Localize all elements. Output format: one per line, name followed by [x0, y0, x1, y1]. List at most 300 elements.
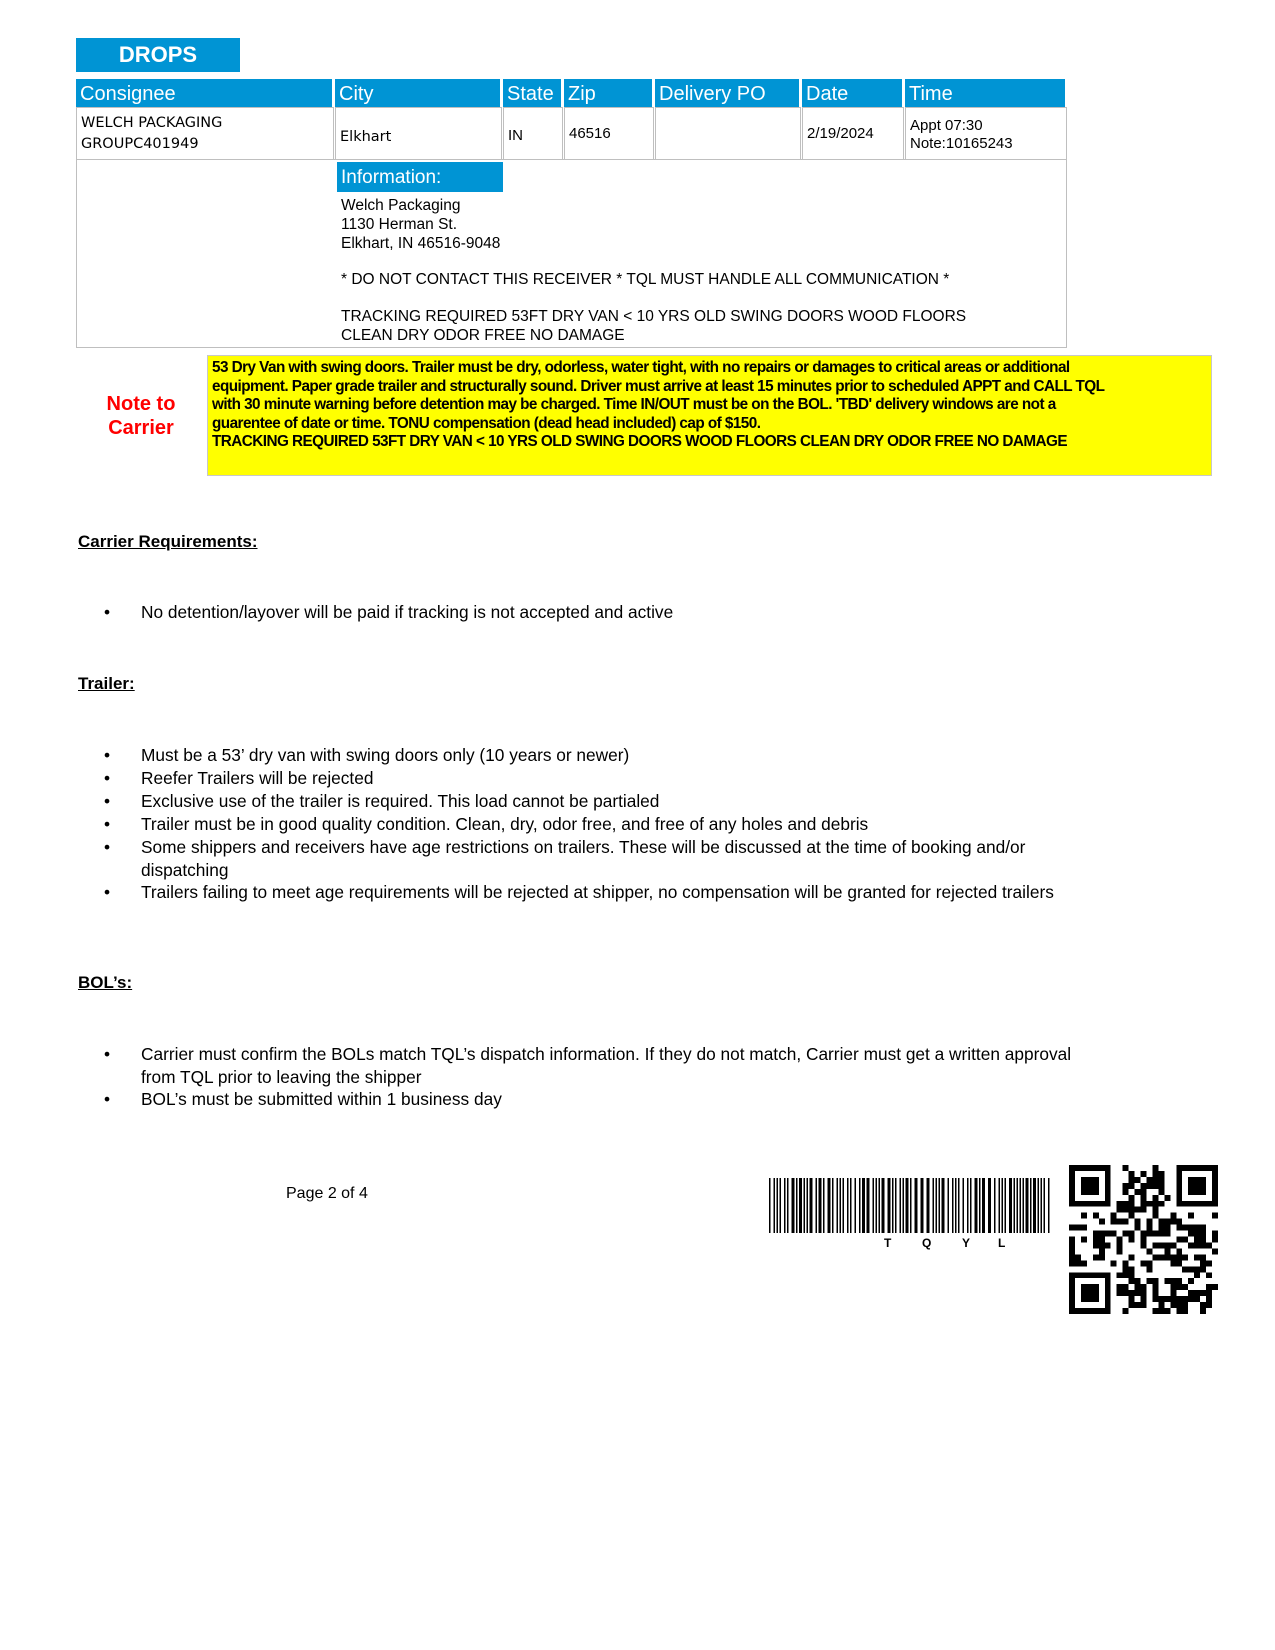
qr-module [1081, 1213, 1087, 1219]
qr-module [1188, 1225, 1194, 1231]
barcode-bar [847, 1178, 849, 1233]
qr-module [1141, 1296, 1147, 1302]
qr-module [1164, 1219, 1170, 1225]
cell-zip [564, 107, 654, 160]
qr-module [1164, 1242, 1170, 1248]
header-state: State [503, 79, 561, 108]
qr-module [1081, 1260, 1087, 1266]
qr-module [1141, 1290, 1147, 1296]
barcode-bar [955, 1178, 957, 1233]
drops-title: DROPS [76, 38, 240, 72]
barcode-bar [816, 1178, 818, 1233]
barcode-bar [1041, 1178, 1043, 1233]
qr-module [1206, 1272, 1212, 1278]
qr-module [1123, 1189, 1129, 1195]
note-line: TRACKING REQUIRED 53FT DRY VAN < 10 YRS OLD SWING DOORS WOOD FLOORS CLEAN DRY ODOR FREE NO DAMAGE [212, 433, 1068, 450]
qr-module [1099, 1219, 1105, 1225]
barcode-bar [942, 1178, 945, 1233]
qr-module [1158, 1189, 1164, 1195]
qr-module [1111, 1231, 1117, 1237]
note-line: 53 Dry Van with swing doors. Trailer must be dry, odorless, water tight, with no repairs or damages to critical areas or additional [212, 359, 1070, 376]
qr-module [1176, 1237, 1182, 1243]
qr-module [1141, 1284, 1147, 1290]
barcode-bar [1005, 1178, 1007, 1233]
qr-module [1176, 1260, 1182, 1266]
qr-module [1158, 1242, 1164, 1248]
barcode-bar [1009, 1178, 1012, 1233]
qr-module [1135, 1177, 1141, 1183]
qr-module [1212, 1237, 1218, 1243]
barcode-bar [832, 1178, 834, 1233]
qr-module [1212, 1231, 1218, 1237]
qr-module [1135, 1302, 1141, 1308]
cell-city [335, 107, 502, 160]
qr-module [1135, 1284, 1141, 1290]
qr-module [1176, 1248, 1182, 1254]
cell-date [802, 107, 904, 160]
qr-module [1135, 1189, 1141, 1195]
carrier-requirement-item: No detention/layover will be paid if tracking is not accepted and active [141, 602, 674, 622]
qr-module [1188, 1266, 1194, 1272]
qr-module [1141, 1207, 1147, 1213]
qr-module [1158, 1254, 1164, 1260]
qr-module [1176, 1219, 1182, 1225]
qr-module [1117, 1272, 1123, 1278]
qr-module [1164, 1296, 1170, 1302]
qr-module [1093, 1242, 1099, 1248]
qr-module [1176, 1302, 1182, 1308]
qr-module [1075, 1225, 1081, 1231]
qr-module [1146, 1231, 1152, 1237]
qr-module [1093, 1231, 1099, 1237]
qr-module [1200, 1242, 1206, 1248]
barcode-bar [780, 1178, 782, 1233]
barcode [769, 1178, 1053, 1233]
barcode-bar [900, 1178, 902, 1233]
qr-module [1129, 1237, 1135, 1243]
barcode-bar [867, 1178, 870, 1233]
qr-finder-pattern [1081, 1177, 1099, 1195]
info-street: 1130 Herman St. [341, 216, 458, 233]
qr-module [1170, 1260, 1176, 1266]
qr-module [1188, 1213, 1194, 1219]
barcode-bar [1038, 1178, 1040, 1233]
qr-module [1170, 1278, 1176, 1284]
barcode-bar [882, 1178, 885, 1233]
qr-module [1075, 1254, 1081, 1260]
qr-module [1117, 1242, 1123, 1248]
qr-module [1176, 1296, 1182, 1302]
info-tracking-line2: CLEAN DRY ODOR FREE NO DAMAGE [341, 327, 625, 344]
qr-module [1170, 1219, 1176, 1225]
qr-module [1146, 1219, 1152, 1225]
barcode-bar [1048, 1178, 1050, 1233]
qr-module [1212, 1248, 1218, 1254]
qr-module [1129, 1272, 1135, 1278]
qr-module [1152, 1231, 1158, 1237]
qr-module [1129, 1296, 1135, 1302]
qr-module [1135, 1278, 1141, 1284]
barcode-bar [810, 1178, 813, 1233]
qr-module [1152, 1207, 1158, 1213]
carrier-requirements-heading: Carrier Requirements: [78, 532, 258, 551]
qr-module [1129, 1195, 1135, 1201]
qr-module [1146, 1248, 1152, 1254]
qr-module [1206, 1260, 1212, 1266]
qr-module [1206, 1242, 1212, 1248]
qr-module [1182, 1284, 1188, 1290]
qr-module [1152, 1308, 1158, 1314]
qr-module [1170, 1296, 1176, 1302]
qr-module [1123, 1290, 1129, 1296]
note-label-line2: Carrier [108, 417, 174, 439]
qr-module [1176, 1278, 1182, 1284]
barcode-bar [1002, 1178, 1004, 1233]
qr-module [1194, 1290, 1200, 1296]
qr-module [1111, 1260, 1117, 1266]
qr-module [1194, 1296, 1200, 1302]
qr-module [1123, 1266, 1129, 1272]
qr-module [1164, 1195, 1170, 1201]
qr-module [1069, 1248, 1075, 1254]
barcode-bar [843, 1178, 845, 1233]
qr-module [1123, 1231, 1129, 1237]
qr-module [1135, 1207, 1141, 1213]
qr-module [1152, 1290, 1158, 1296]
time-note: Note:10165243 [910, 135, 1013, 152]
barcode-bar [1017, 1178, 1019, 1233]
qr-module [1170, 1213, 1176, 1219]
barcode-bar [892, 1178, 894, 1233]
barcode-bar [828, 1178, 831, 1233]
barcode-bar [895, 1178, 897, 1233]
qr-module [1141, 1171, 1147, 1177]
trailer-item: Some shippers and receivers have age restrictions on trailers. These will be discussed at the time of booking and/or dispatching [141, 837, 1026, 880]
city-value: Elkhart [340, 128, 392, 145]
appointment-time: Appt 07:30 [910, 117, 983, 134]
barcode-bar [936, 1178, 938, 1233]
qr-module [1123, 1165, 1129, 1171]
qr-module [1158, 1296, 1164, 1302]
qr-module [1164, 1248, 1170, 1254]
qr-module [1182, 1266, 1188, 1272]
qr-module [1182, 1237, 1188, 1243]
qr-module [1182, 1254, 1188, 1260]
barcode-bar [855, 1178, 857, 1233]
cell-consignee [76, 107, 334, 160]
qr-module [1099, 1231, 1105, 1237]
qr-module [1099, 1242, 1105, 1248]
zip-value: 46516 [569, 125, 611, 142]
qr-module [1146, 1183, 1152, 1189]
qr-module [1182, 1225, 1188, 1231]
barcode-bar [982, 1178, 985, 1233]
qr-module [1194, 1254, 1200, 1260]
qr-module [1105, 1242, 1111, 1248]
qr-module [1123, 1219, 1129, 1225]
qr-module [1123, 1201, 1129, 1207]
header-time: Time [905, 79, 1065, 108]
qr-module [1194, 1231, 1200, 1237]
cell-time [905, 107, 1067, 160]
barcode-bar [963, 1178, 965, 1233]
qr-module [1158, 1225, 1164, 1231]
barcode-bar [939, 1178, 941, 1233]
qr-module [1141, 1237, 1147, 1243]
qr-module [1146, 1225, 1152, 1231]
qr-module [1176, 1225, 1182, 1231]
qr-module [1200, 1225, 1206, 1231]
page-number: Page 2 of 4 [286, 1185, 368, 1202]
note-line: equipment. Paper grade trailer and structurally sound. Driver must arrive at least 15 minutes prior to scheduled APPT and CALL TQL [212, 377, 1105, 395]
qr-module [1099, 1248, 1105, 1254]
barcode-bar [921, 1178, 924, 1233]
barcode-bar [769, 1178, 771, 1233]
qr-module [1164, 1231, 1170, 1237]
bols-heading: BOL’s: [78, 973, 133, 992]
qr-module [1206, 1302, 1212, 1308]
barcode-bar [933, 1178, 935, 1233]
barcode-bar [859, 1178, 861, 1233]
trailer-item: Reefer Trailers will be rejected [141, 768, 374, 788]
qr-module [1176, 1308, 1182, 1314]
barcode-bar [823, 1178, 825, 1233]
qr-module [1194, 1242, 1200, 1248]
qr-module [1123, 1207, 1129, 1213]
qr-module [1200, 1260, 1206, 1266]
bullet: • [104, 602, 111, 622]
qr-module [1182, 1296, 1188, 1302]
qr-module [1158, 1183, 1164, 1189]
qr-module [1152, 1177, 1158, 1183]
trailer-item: Must be a 53’ dry van with swing doors only (10 years or newer) [141, 745, 630, 765]
info-contact-warning: * DO NOT CONTACT THIS RECEIVER * TQL MUST HANDLE ALL COMMUNICATION * [341, 271, 950, 288]
barcode-bar [784, 1178, 786, 1233]
qr-module [1158, 1201, 1164, 1207]
qr-module [1200, 1254, 1206, 1260]
qr-module [1146, 1201, 1152, 1207]
qr-module [1129, 1278, 1135, 1284]
trailer-item: Trailer must be in good quality condition. Clean, dry, odor free, and free of any holes and debris [141, 814, 869, 834]
qr-module [1206, 1284, 1212, 1290]
barcode-char: Y [962, 1236, 971, 1250]
qr-module [1069, 1237, 1075, 1243]
barcode-bar [796, 1178, 798, 1233]
qr-module [1200, 1290, 1206, 1296]
barcode-bar [967, 1178, 969, 1233]
header-consignee: Consignee [76, 79, 332, 108]
barcode-char: T [884, 1236, 892, 1250]
qr-module [1129, 1201, 1135, 1207]
qr-module [1200, 1266, 1206, 1272]
barcode-bar [804, 1178, 806, 1233]
qr-module [1170, 1302, 1176, 1308]
qr-module [1129, 1231, 1135, 1237]
qr-module [1117, 1201, 1123, 1207]
qr-module [1152, 1242, 1158, 1248]
consignee-code: GROUPC401949 [81, 136, 199, 152]
barcode-char: L [998, 1236, 1006, 1250]
qr-module [1099, 1254, 1105, 1260]
info-company: Welch Packaging [341, 197, 461, 214]
barcode-bar [970, 1178, 972, 1233]
cell-state [503, 107, 563, 160]
bullet: • [104, 745, 111, 765]
qr-module [1176, 1284, 1182, 1290]
barcode-bar [1026, 1178, 1029, 1233]
consignee-name: WELCH PACKAGING [81, 115, 223, 131]
qr-module [1069, 1242, 1075, 1248]
header-city: City [335, 79, 500, 108]
trailer-heading: Trailer: [78, 674, 135, 693]
barcode-bar [975, 1178, 978, 1233]
bullet: • [104, 1089, 111, 1109]
note-to-carrier-box [207, 355, 1212, 476]
qr-module [1069, 1225, 1075, 1231]
bol-item: Carrier must confirm the BOLs match TQL’s dispatch information. If they do not match, Carrier must get a written approval from TQL prior to leaving the shipper [141, 1044, 1072, 1087]
qr-module [1135, 1219, 1141, 1225]
qr-module [1141, 1242, 1147, 1248]
note-to-carrier-label [88, 392, 194, 440]
qr-finder-pattern [1188, 1177, 1206, 1195]
qr-module [1194, 1225, 1200, 1231]
bullet: • [104, 882, 111, 902]
qr-module [1099, 1237, 1105, 1243]
qr-module [1152, 1213, 1158, 1219]
trailer-item: Trailers failing to meet age requirements will be rejected at shipper, no compensation will be granted for rejected trailers [141, 882, 1054, 902]
qr-module [1182, 1302, 1188, 1308]
barcode-bar [1020, 1178, 1022, 1233]
qr-module [1152, 1284, 1158, 1290]
qr-module [1170, 1254, 1176, 1260]
qr-module [1129, 1183, 1135, 1189]
barcode-bar [787, 1178, 789, 1233]
info-city-line: Elkhart, IN 46516-9048 [341, 235, 501, 252]
qr-module [1117, 1219, 1123, 1225]
qr-module [1093, 1213, 1099, 1219]
qr-module [1123, 1284, 1129, 1290]
qr-module [1170, 1284, 1176, 1290]
barcode-bar [876, 1178, 878, 1233]
qr-module [1123, 1272, 1129, 1278]
date-value: 2/19/2024 [807, 125, 874, 142]
qr-module [1200, 1308, 1206, 1314]
qr-module [1158, 1171, 1164, 1177]
qr-module [1158, 1308, 1164, 1314]
qr-module [1152, 1195, 1158, 1201]
barcode-bar [999, 1178, 1001, 1233]
header-zip: Zip [564, 79, 652, 108]
qr-module [1200, 1231, 1206, 1237]
qr-module [1093, 1254, 1099, 1260]
qr-module [1146, 1260, 1152, 1266]
barcode-bar [903, 1178, 905, 1233]
barcode-bar [910, 1178, 912, 1233]
qr-module [1152, 1165, 1158, 1171]
qr-module [1158, 1177, 1164, 1183]
barcode-bar [1033, 1178, 1036, 1233]
qr-module [1164, 1278, 1170, 1284]
qr-module [1188, 1231, 1194, 1237]
barcode-bar [1044, 1178, 1046, 1233]
bullet: • [104, 837, 111, 857]
qr-module [1111, 1219, 1117, 1225]
qr-code [1069, 1165, 1218, 1314]
qr-module [1170, 1290, 1176, 1296]
qr-module [1188, 1242, 1194, 1248]
qr-module [1146, 1278, 1152, 1284]
barcode-bar [873, 1178, 875, 1233]
qr-module [1141, 1302, 1147, 1308]
qr-module [1176, 1254, 1182, 1260]
qr-module [1105, 1231, 1111, 1237]
qr-module [1075, 1260, 1081, 1266]
barcode-bar [979, 1178, 981, 1233]
information-header: Information: [337, 162, 503, 192]
qr-module [1117, 1248, 1123, 1254]
barcode-bar [840, 1178, 842, 1233]
qr-module [1141, 1183, 1147, 1189]
qr-module [1141, 1201, 1147, 1207]
qr-module [1069, 1254, 1075, 1260]
qr-module [1135, 1225, 1141, 1231]
barcode-bar [888, 1178, 891, 1233]
barcode-bar [994, 1178, 996, 1233]
qr-module [1188, 1278, 1194, 1284]
qr-module [1129, 1302, 1135, 1308]
qr-module [1194, 1272, 1200, 1278]
barcode-bar [915, 1178, 918, 1233]
trailer-item: Exclusive use of the trailer is required. This load cannot be partialed [141, 791, 660, 811]
qr-module [1141, 1260, 1147, 1266]
qr-module [1129, 1177, 1135, 1183]
qr-module [1152, 1201, 1158, 1207]
qr-module [1129, 1207, 1135, 1213]
qr-module [1194, 1237, 1200, 1243]
qr-module [1164, 1225, 1170, 1231]
barcode-bar [792, 1178, 795, 1233]
qr-module [1129, 1171, 1135, 1177]
barcode-bar [1023, 1178, 1025, 1233]
qr-module [1069, 1260, 1075, 1266]
qr-module [1146, 1266, 1152, 1272]
qr-module [1141, 1231, 1147, 1237]
qr-module [1182, 1308, 1188, 1314]
bullet: • [104, 768, 111, 788]
qr-module [1129, 1266, 1135, 1272]
barcode-bar [819, 1178, 822, 1233]
qr-module [1212, 1284, 1218, 1290]
qr-module [1141, 1189, 1147, 1195]
qr-module [1117, 1284, 1123, 1290]
barcode-bar [1030, 1178, 1032, 1233]
qr-module [1158, 1231, 1164, 1237]
qr-module [1123, 1260, 1129, 1266]
bullet: • [104, 814, 111, 834]
note-line: with 30 minute warning before detention may be charged. Time IN/OUT must be on the BOL. 'TBD' delivery windows are not a [212, 396, 1056, 413]
note-label-line1: Note to [106, 393, 176, 415]
qr-module [1206, 1296, 1212, 1302]
qr-module [1135, 1290, 1141, 1296]
barcode-bar [777, 1178, 779, 1233]
barcode-bar [958, 1178, 960, 1233]
barcode-bar [1014, 1178, 1016, 1233]
state-value: IN [508, 127, 523, 144]
qr-module [1200, 1237, 1206, 1243]
header-date: Date [802, 79, 902, 108]
qr-module [1188, 1290, 1194, 1296]
barcode-bar [948, 1178, 950, 1233]
